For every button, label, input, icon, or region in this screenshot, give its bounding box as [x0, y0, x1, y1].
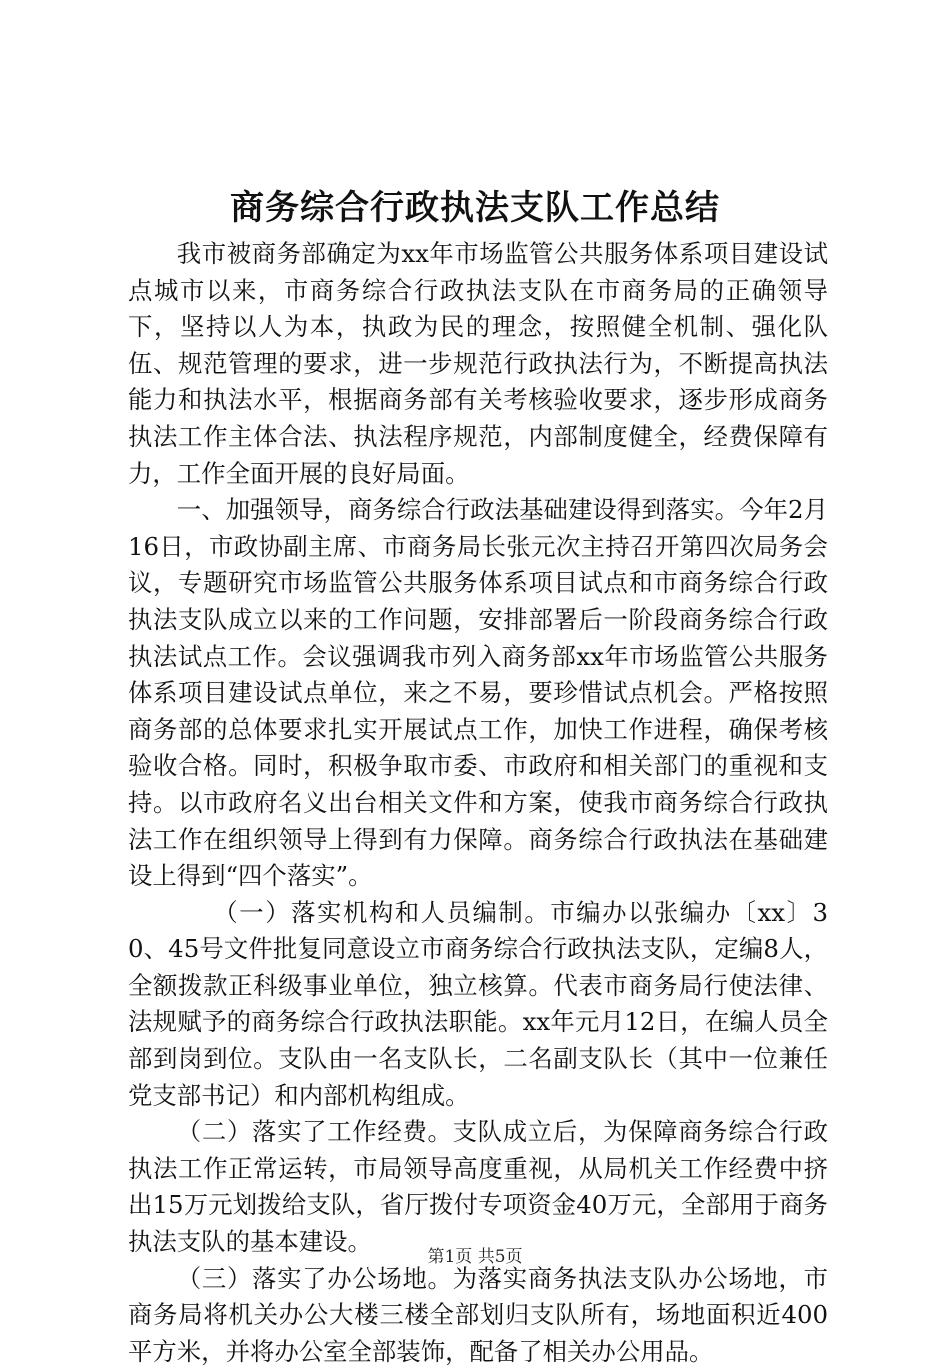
paragraph-item-1: （一）落实机构和人员编制。市编办以张编办〔xx〕30、45号文件批复同意设立市商务综合行政执法支队，定编8人，全额拨款正科级事业单位，独立核算。代表市商务局行使法律、法规赋予的商务综合行政执法职能。xx年元月12日，在编人员全部到岗到位。支队由一名支队长，二名副支队长（其中一位兼任党支部书记）和内部机构组成。 [128, 897, 828, 1110]
paragraph-item-3: （三）落实了办公场地。为落实商务执法支队办公场地，市商务局将机关办公大楼三楼全部划归支队所有，场地面积近400平方米，并将办公室全部装饰，配备了相关办公用品。 [128, 1263, 828, 1366]
page-number-footer: 第1页 共5页 [427, 1247, 523, 1267]
document-body [128, 236, 828, 1370]
paragraph-item-2: （二）落实了工作经费。支队成立后，为保障商务综合行政执法工作正常运转，市局领导高度重视，从局机关工作经费中挤出15万元划拨给支队，省厅拨付专项资金40万元，全部用于商务执法支队的基本建设。 [128, 1117, 828, 1257]
paragraph-section-1: 一、加强领导，商务综合行政法基础建设得到落实。今年2月16日，市政协副主席、市商务局长张元次主持召开第四次局务会议，专题研究市场监管公共服务体系项目试点和市商务综合行政执法支队成立以来的工作问题，安排部署后一阶段商务综合行政执法试点工作。会议强调我市列入商务部xx年市场监管公共服务体系项目建设试点单位，来之不易，要珍惜试点机会。严格按照商务部的总体要求扎实开展试点工作，加快工作进程，确保考核验收合格。同时，积极争取市委、市政府和相关部门的重视和支持。以市政府名义出台相关文件和方案，使我市商务综合行政执法工作在组织领导上得到有力保障。商务综合行政执法在基础建设上得到“四个落实”。 [128, 495, 828, 891]
paragraph-intro: 我市被商务部确定为xx年市场监管公共服务体系项目建设试点城市以来，市商务综合行政执法支队在市商务局的正确领导下，坚持以人为本，执政为民的理念，按照健全机制、强化队伍、规范管理的要求，进一步规范行政执法行为，不断提高执法能力和执法水平，根据商务部有关考核验收要求，逐步形成商务执法工作主体合法、执法程序规范，内部制度健全，经费保障有力，工作全面开展的良好局面。 [128, 239, 828, 488]
document-title: 商务综合行政执法支队工作总结 [230, 188, 720, 228]
